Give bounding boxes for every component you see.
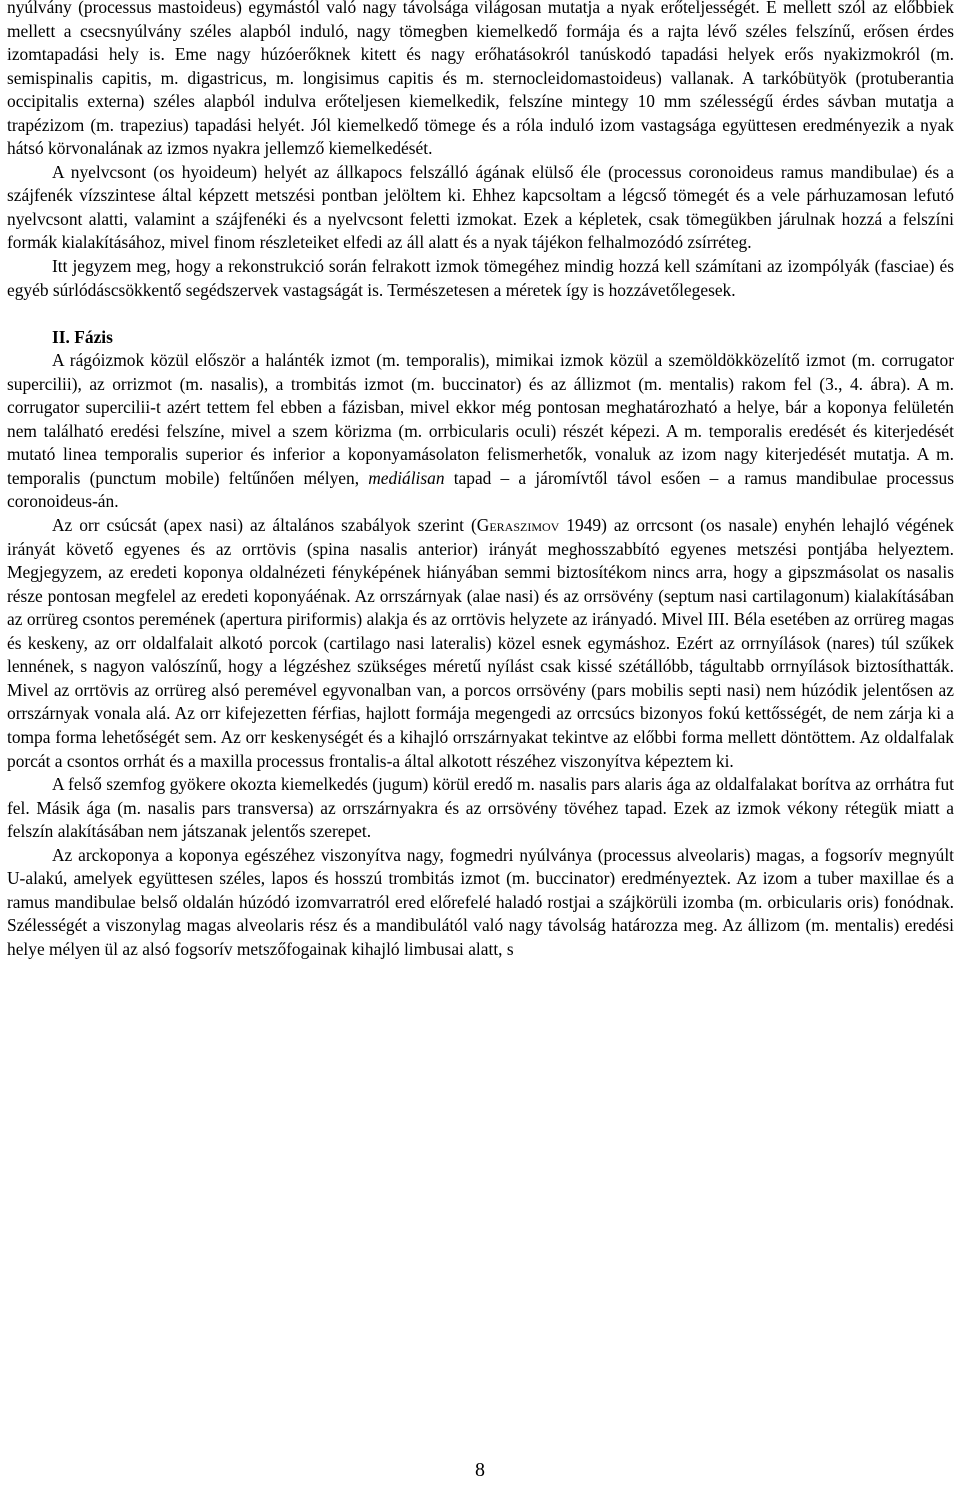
section-gap [7,302,954,326]
paragraph-nose-tip [7,514,954,773]
paragraph-buccinator-muscle: Az arckoponya a koponya egészéhez viszonyítva nagy, fogmedri nyúlványa (processus alveolaris) magas, a fogsorív megnyúlt U-alakú, amelyek együttesen széles, lapos és hosszú trombitás izmot (m. buccinator) eredményeztek. Az izom a tuber maxillae és a ramus mandibulae belső oldalán húzódó izomvarratról ered előrefelé haladó rostjai a szájkörüli izomba (m. orbicularis oris) fonódnak. Szélességét a viszonylag magas alveolaris rész és a mandibulától való nagy távolság határozza meg. Az állizom (m. mentalis) eredési helye mélyen ül az alsó fogsorív metszőfogainak kihajló limbusai alatt, s [7,844,954,959]
section-number: II. [52,326,70,347]
paragraph-fasciae-note: Itt jegyzem meg, hogy a rekonstrukció során felrakott izmok tömegéhez mindig hozzá kell számítani az izompólyák (fasciae) és egyéb súrlódáscsökkentő segédszervek vastagságát is. Természetesen a méretek így is hozzávetőlegesek. [7,256,954,300]
paragraph-nose-tip-rest: 1949) az orrcsont (os nasale) enyhén lehajló végének irányát követő egyenes és az orrtövis (spina nasalis anterior) irányát meghosszabbító egyenes metszési pontjába helyeztem. Megjegyzem, az eredeti koponya oldalnézeti fényképének hiányában semmi biztosítékom nincs arra, hogy a gipszmásolat os nasalis része pontosan megfelel az eredeti koponyáénak. Az orrszárnyak (alae nasi) és az orrsövény (septum nasi cartilagonum) kialakításában az orrüreg csontos peremének (apertura piriformis) alakja és az orrtövis helyzete az irányadó. Mivel III. Béla esetében az orrüreg magas és keskeny, az orr oldalfalait alkotó porcok (cartilago nasi lateralis) közel esnek egymáshoz. Ezért az orrnyílások (nares) túl szűkek lennének, s nagyon valószínű, hogy a légzéshez szükséges méretű nyílást csak kissé szétállóbb, tágultabb orrnyílások biztosíthatták. Mivel az orrtövis az orrüreg alsó peremével egyvonalban van, a porcos orrsövény (pars mobilis septi nasi) nem húzódik jelentősen az orrszárnyak vonala alá. Az orr kifejezetten férfias, hajlott formája megengedi az orrcsúcs bizonyos fokú kettősségét, de nem zárja ki a tompa forma lehetőségét sem. Az orr keskenységét és a kihajló orrszárnyakat tekintve az előbbi forma mellett döntöttem. Az oldalfalak porcát a csontos orrhát és a maxilla processus frontalis-a által alkotott részéhez viszonyítva képeztem ki. [7,515,954,771]
author-citation: Geraszimov [476,515,560,536]
section-title: Fázis [74,326,113,347]
paragraph-nose-tip-start: Az orr csúcsát (apex nasi) az általános szabályok szerint ( [52,515,477,536]
document-page [7,0,954,961]
paragraph-nasalis-muscle: A felső szemfog gyökere okozta kiemelkedés (jugum) körül eredő m. nasalis pars alaris ága az oldalfalakat borítva az orrhátra fut fel. Másik ága (m. nasalis pars transversa) az orrszárnyakra és az orrsövény tövéhez tapad. Ezek az izmok vékony rétegük miatt a felszín alakításában nem játszanak jelentős szerepet. [7,774,954,842]
paragraph-chewing-muscles [7,349,954,514]
emphasis-medialisan: mediálisan [368,467,445,488]
paragraph-chewing-muscles-end: tapad – a járomívtől távol esően – a ramus mandibulae processus coronoideus-án. [7,467,954,512]
paragraph-hyoid-bone: A nyelvcsont (os hyoideum) helyét az állkapocs felszálló ágának elülső éle (processus coronoideus ramus mandibulae) és a szájfenék vízszintese által képzett metszési pontban jelöltem ki. Ehhez kapcsoltam a légcső tömegét és a vele párhuzamosan lefutó nyelvcsont alatti, valamint a szájfenéki és a nyelvcsont feletti izmokat. Ezek a képletek, csak tömegükben járulnak hozzá a felszíni formák kialakításához, mivel finom részleteiket elfedi az áll alatt és a nyak tájékon felhalmozódó zsírréteg. [7,161,954,253]
page-number: 8 [475,1459,485,1481]
section-heading [7,326,954,350]
paragraph-chewing-muscles-text: A rágóizmok közül először a halánték izmot (m. temporalis), mimikai izmok közül a szemöldökközelítő izmot (m. corrugator supercilii), az orrizmot (m. nasalis), a trombitás izmot (m. buccinator) és az állizmot (m. mentalis) rakom fel (3., 4. ábra). A m. corrugator supercilii-t azért tettem fel ebben a fázisban, mivel ekkor még pontosan meghatározható a helye, bár a koponya felületén nem található eredési felszíne, mivel a szem körizma (m. orrbicularis oculi) részét képezi. A m. temporalis eredését és kiterjedését mutató linea temporalis superior és inferior a koponyamásolaton felismerhetők, vonaluk az izom nagy kiterjedését mutatja. A m. temporalis (punctum mobile) feltűnően mélyen, [7,350,954,488]
paragraph-neck-muscles: nyúlvány (processus mastoideus) egymástól való nagy távolsága világosan mutatja a nyak erőteljességét. E mellett szól az előbbiek mellett a csecsnyúlvány széles alapból induló, nagy tömegben kiemelkedő formája és a rajta lévő széles felszínű, erősen érdes izomtapadási hely is. Eme nagy húzóerőknek kitett és nagy erőhatásokról tanúskodó tapadási helyek erős nyakizmokról (m. semispinalis capitis, m. digastricus, m. longisimus capitis és m. sternocleidomastoideus) vallanak. A tarkóbütyök (protuberantia occipitalis externa) széles alapból indulva erőteljesen kiemelkedik, felszíne mintegy 10 mm szélességű érdes sávban mutatja a trapézizom (m. trapezius) tapadási helyét. Jól kiemelkedő tömege és a róla induló izom vastagsága együttesen eredményezik a nyak hátsó körvonalának az izmos nyakra jellemző kiemelkedését. [7,0,954,159]
